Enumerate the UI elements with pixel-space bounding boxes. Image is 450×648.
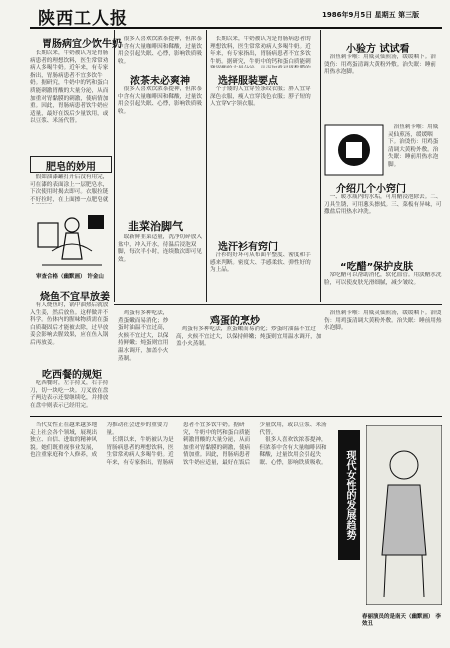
article-body: 当代女性正在越来越多地走上社会各个领域，展现出独立、自信、进取的精神风貌。她们既重视事业发展，也注重家庭和个人修养，成为推动社会进步的重要力量。 长期以来，牛奶被认为是胃肠病患者的理想饮料，医生常常劝病人多喝牛奶。近年来，有专家指出，胃肠病患者不宜多饮牛奶。据研究，牛奶中的钙和蛋白质能刺激胃酸的大量分泌，从而加重对胃黏膜的刺激，使病情加重。因此，胃肠病患者饮牛奶应适量，最好在饭后少量饮用，或以豆浆、米汤代替。 很多人喜欢饮浓茶提神，但浓茶中含有大量咖啡因和鞣酸，过量饮用会引起失眠、心悸，影响铁质吸收。 <box>30 422 327 466</box>
article-title: 胃肠病宜少饮牛奶 <box>42 39 122 50</box>
article-body: 取新鲜韭菜适量，洗净切碎放入盆中，冲入开水，待温后浸泡双脚，每次半小时，连续数次即可见效。 <box>118 234 202 263</box>
cartoon-caption: 审查合格（幽默画） 许金山 <box>36 274 104 280</box>
article-body: 治鱼刺卡喉：用威灵仙煎汤，缓缓咽下。治烫伤：用鸡蛋清调大黄粉外敷。治失眠：睡前用热水泡脚。 <box>324 310 442 332</box>
masthead-date: 1986年9月5日 星期五 第三版 <box>322 11 420 19</box>
article-body: 长期以来，牛奶被认为是胃肠病患者的理想饮料，医生常常劝病人多喝牛奶。近年来，有专家指出，胃肠病患者不宜多饮牛奶。据研究，牛奶中的钙和蛋白质能刺 <box>210 36 311 65</box>
article-title: 肥皂的妙用 <box>46 162 96 173</box>
column-rule <box>114 30 115 302</box>
article-title: 选择服装要点 <box>218 76 278 87</box>
article-body: 汗衫的好坏可从布面平整度、密度和手感来判断。密度大、手感柔软、弹性好的为上品。 <box>210 252 311 274</box>
article-title: 韭菜治脚气 <box>128 220 183 233</box>
article-body: 个子矮的人宜穿竖条纹衣服；胖人宜穿深色衣服，瘦人宜穿浅色衣服；脖子短的人宜穿V字领衣服。 <box>210 86 311 108</box>
article-body: 一、暖水瓶内的水垢，可用醋浸泡除去。二、刀具生锈，可用葱头擦拭。三、菜板有异味，可撒盐后用热水冲洗。 <box>324 194 442 216</box>
feature-title: 现代女性的发展趋势 <box>338 430 360 560</box>
article-title: “吃醋”保护皮肤 <box>340 262 414 273</box>
article-title: 烧鱼不宜早放姜 <box>40 292 110 303</box>
masthead-rule <box>30 27 442 29</box>
photo-caption: 春丽演员的是南天（幽默画） 李效丑 <box>362 614 441 627</box>
article-body: 长期以来，牛奶被认为是胃肠病患者的理想饮料，医生常常劝病人多喝牛奶。近年来，有专家指出，胃肠病患者不宜多饮牛奶。据研究，牛奶中的钙和蛋白质能刺激胃酸的大量分泌，从而加重对胃黏膜的刺激，使病情加重。因此，胃肠病患者饮牛奶应适量，最好在饭后少量饮用，或以豆浆、米汤代替。 <box>30 50 109 125</box>
article-body: 治鱼刺卡喉：用威灵仙煎汤，缓缓咽下。治烫伤：用鸡蛋清调大黄粉外敷。治失眠：睡前用热水泡脚。 <box>324 54 436 76</box>
column-rule <box>320 30 321 302</box>
article-title: 浓茶未必爽神 <box>130 76 190 87</box>
section-rule <box>30 416 442 417</box>
article-title: 吃西餐的规矩 <box>42 370 102 381</box>
column-rule <box>206 30 207 302</box>
article-body: 很多人喜欢饮浓茶提神，但浓茶中含有大量咖啡因和鞣酸，过量饮用会引起失眠、心悸，影响铁质吸收。 <box>118 86 202 115</box>
feature-photo <box>366 425 442 605</box>
article-body: 吃西餐时，左手持叉，右手持刀，切一块吃一块。刀叉放在盘子两边表示还要继续吃，并排放在盘中则表示已经用完。 <box>30 380 109 409</box>
article-body: 治鱼刺卡喉：用威灵仙煎汤，缓缓咽下。治烫伤：用鸡蛋清调大黄粉外敷。治失眠：睡前用热水泡脚。 <box>388 124 439 168</box>
section-rule <box>114 304 442 305</box>
article-body: 鸡蛋有多种吃法，煮蛋嫩而易消化；炒蛋时油温不宜过高，火候不宜过大，以保持鲜嫩；炖蛋则宜用温水调开，加盖小火蒸制。 <box>118 310 169 362</box>
article-title: 介绍几个小窍门 <box>336 184 406 195</box>
article-title: 鸡蛋的烹炒 <box>210 316 260 327</box>
article-title: 选汗衫有窍门 <box>218 242 278 253</box>
cartoon-image <box>32 207 110 271</box>
emblem-decoration <box>324 124 384 176</box>
article-body: 鸡蛋有多种吃法，煮蛋嫩而易消化；炒蛋时油温不宜过高，火候不宜过大，以保持鲜嫩；炖蛋则宜用温水调开，加盖小火蒸制。 <box>176 326 322 348</box>
masthead-title: 陕西工人报 <box>38 9 128 29</box>
article-body: 常吃醋可以帮助消化，软化血管。用淡醋水洗脸，可以使皮肤光滑细腻，减少皱纹。 <box>324 272 442 286</box>
article-body: 假如油漆罐打开后没有用完，可在漆的表面涂上一层肥皂水，下次使用时揭去即可。衣服拉链不好拉时，在上面擦一点肥皂就 <box>30 174 109 203</box>
article-title: 小验方 试试看 <box>346 44 410 55</box>
article-body: 有人烧鱼时，锅中油热后就放入生姜，然后放鱼。这样做并不科学。鱼体内的腥味物质需在蛋白质凝固后才能被去除，过早放姜会影响去腥效果，应在鱼入锅后再放姜。 <box>30 302 109 346</box>
article-body: 很多人喜欢饮浓茶提神，但浓茶中含有大量咖啡因和鞣酸，过量饮用会引起失眠、心悸，影响铁质吸收。 <box>118 36 202 65</box>
